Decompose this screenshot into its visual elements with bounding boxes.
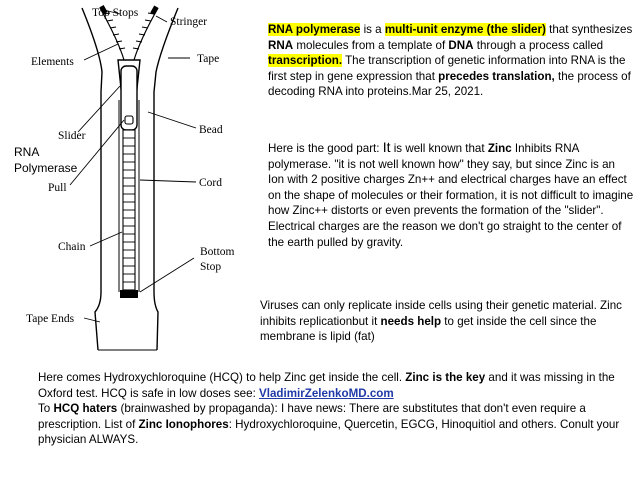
label-stop: Stop <box>200 261 222 273</box>
label-polymerase: Polymerase <box>14 161 78 175</box>
good-part-text-2: is well known that <box>390 142 488 155</box>
label-rna: RNA <box>14 145 40 159</box>
right-tape-outline <box>154 8 178 350</box>
hcq-paragraph <box>38 370 630 401</box>
intro-text-4: through a process called <box>473 38 604 52</box>
label-pull: Pull <box>48 182 67 194</box>
highlight-transcription: transcription. <box>268 54 343 68</box>
label-cord: Cord <box>199 177 222 189</box>
label-slider: Slider <box>58 130 86 142</box>
label-elements: Elements <box>31 56 74 68</box>
hcq-haters-paragraph <box>38 401 630 448</box>
intro-text-6: the process of decoding RNA into proteins.Mar 25, 2021. <box>268 69 631 99</box>
intro-text-3: molecules from a template of <box>293 38 449 52</box>
bold-hcq-haters: HCQ haters <box>53 402 118 416</box>
haters-text-2: (brainwashed by propaganda): I have news: There are substitutes that don't even require a prescription. List of <box>38 402 586 431</box>
intro-text-1: is a <box>360 23 385 36</box>
zinc-good-part-paragraph <box>268 140 634 250</box>
label-bottom: Bottom <box>200 246 235 258</box>
viruses-text-2: to get inside the cell since the membrane is lipid (fat) <box>260 314 597 344</box>
bold-needs-help: needs help <box>380 314 442 328</box>
bold-zinc-is-the-key: Zinc is the key <box>405 371 486 384</box>
highlight-rna-polymerase: RNA polymerase <box>268 23 361 36</box>
haters-text-3: : Hydroxychloroquine, Quercetin, EGCG, Hinoquitiol and others. Conult your physician ALWAYS. <box>38 417 620 447</box>
good-part-text-1: Here is the good part: <box>268 142 383 155</box>
zipper-diagram <box>0 0 262 365</box>
good-part-text-3: Inhibits RNA polymerase. "it is not well known how" they say, but since Zinc is an Ion with 2 positive charges Zn++ and electrical charges have an effect on the shape of molecules or their formation, it is not difficult to imagine how Zinc++ distorts or even prevents the formation of the "slider". Electrical charges are the reason we don't go straight to the center of the earth pulled by gravity. <box>268 142 634 249</box>
zelenko-link[interactable]: VladimirZelenkoMD.com <box>259 386 394 400</box>
viruses-text-1: Viruses can only replicate inside cells using their genetic material. Zinc inhibits replicationbut it <box>260 299 622 328</box>
label-bead: Bead <box>199 124 223 136</box>
bold-dna: DNA <box>448 38 474 52</box>
intro-text-5: The transcription of genetic information into RNA is the first step in gene expression that <box>268 54 626 83</box>
good-part-big-it: It <box>382 139 391 155</box>
label-tape-ends: Tape Ends <box>26 313 75 325</box>
hcq-section <box>38 370 630 448</box>
label-chain: Chain <box>58 241 86 253</box>
bold-zinc: Zinc <box>487 142 512 155</box>
hcq-text-2: and it was missing in the Oxford test. HCQ is safe in low doses see: <box>38 371 615 400</box>
bold-precedes-translation: precedes translation, <box>438 69 555 83</box>
haters-text-1: To <box>38 402 54 416</box>
rna-polymerase-definition <box>268 22 634 100</box>
label-stringer: Stringer <box>170 16 208 28</box>
bold-zinc-ionophores: Zinc Ionophores <box>138 417 229 431</box>
bold-rna: RNA <box>268 38 294 52</box>
label-top-stops: Top Stops <box>92 7 139 19</box>
hcq-text-1: Here comes Hydroxychloroquine (HCQ) to help Zinc get inside the cell. <box>38 371 406 384</box>
highlight-slider-enzyme: multi-unit enzyme (the slider) <box>384 23 546 36</box>
label-tape: Tape <box>197 53 220 65</box>
viruses-paragraph <box>260 298 632 345</box>
intro-text-2: that synthesizes <box>545 23 633 36</box>
bottom-stop <box>120 290 138 298</box>
